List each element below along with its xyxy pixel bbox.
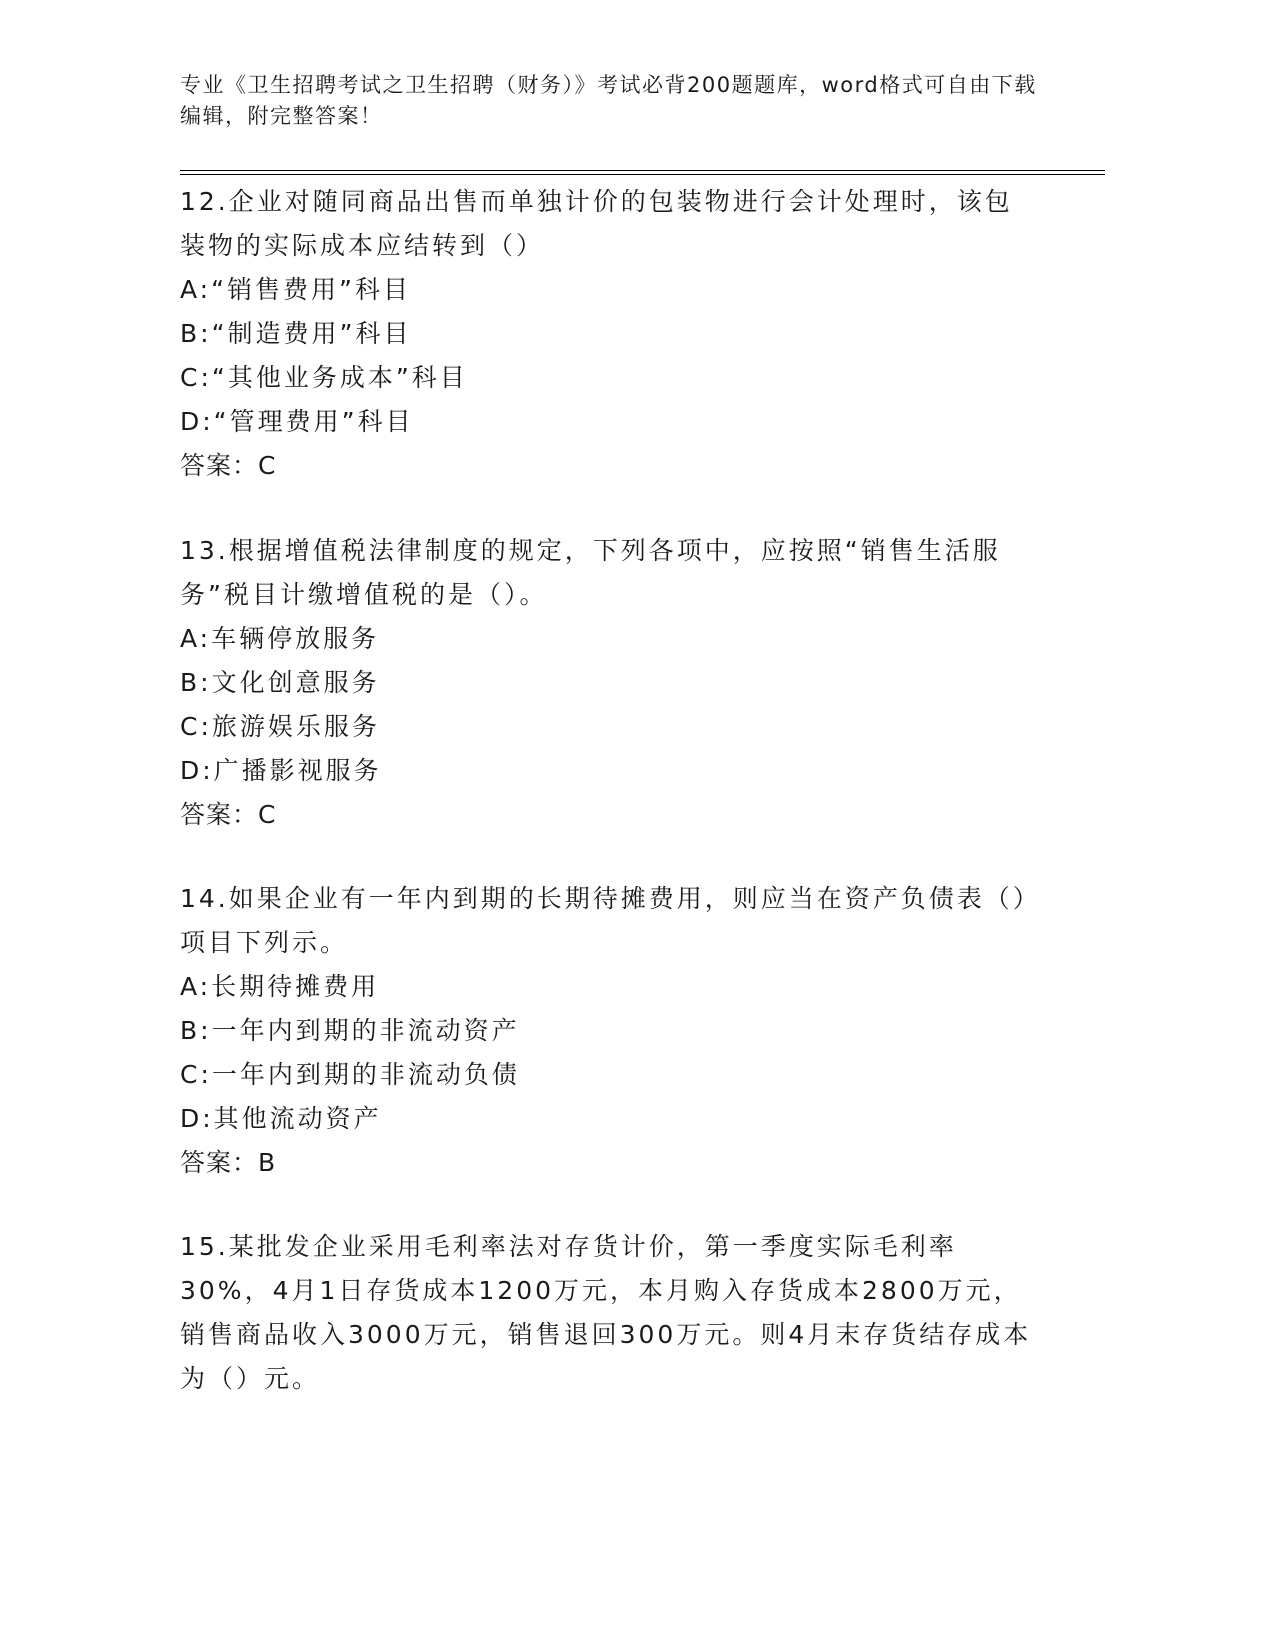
answer: 答案：B — [180, 1148, 277, 1177]
option-c: C:一年内到期的非流动负债 — [180, 1060, 520, 1089]
question-14 — [180, 877, 1040, 1185]
question-13 — [180, 529, 1040, 837]
answer: 答案：C — [180, 451, 277, 480]
header-divider-top — [180, 170, 1105, 171]
option-b: B:文化创意服务 — [180, 668, 380, 697]
question-stem: 12.企业对随同商品出售而单独计价的包装物进行会计处理时，该包装物的实际成本应结转到（） — [180, 187, 1013, 260]
question-stem: 14.如果企业有一年内到期的长期待摊费用，则应当在资产负债表（）项目下列示。 — [180, 884, 1029, 957]
option-d: D:其他流动资产 — [180, 1104, 382, 1133]
question-stem: 15.某批发企业采用毛利率法对存货计价，第一季度实际毛利率30%，4月1日存货成本1200万元，本月购入存货成本2800万元，销售商品收入3000万元，销售退回300万元。则4月末存货结存成本为（）元。 — [180, 1232, 1032, 1393]
option-d: D:广播影视服务 — [180, 756, 382, 785]
question-12 — [180, 180, 1040, 488]
question-15 — [180, 1225, 1040, 1401]
option-a: A:长期待摊费用 — [180, 972, 380, 1001]
option-d: D:“管理费用”科目 — [180, 407, 414, 436]
answer: 答案：C — [180, 800, 277, 829]
option-b: B:“制造费用”科目 — [180, 319, 412, 348]
document-header: 专业《卫生招聘考试之卫生招聘（财务）》考试必背200题题库，word格式可自由下载编辑，附完整答案！ — [180, 73, 1037, 128]
question-stem: 13.根据增值税法律制度的规定，下列各项中，应按照“销售生活服务”税目计缴增值税的是（）。 — [180, 536, 1001, 609]
option-b: B:一年内到期的非流动资产 — [180, 1016, 520, 1045]
option-c: C:“其他业务成本”科目 — [180, 363, 468, 392]
option-a: A:车辆停放服务 — [180, 624, 380, 653]
header-divider-bottom — [180, 174, 1105, 175]
option-a: A:“销售费用”科目 — [180, 275, 411, 304]
option-c: C:旅游娱乐服务 — [180, 712, 380, 741]
